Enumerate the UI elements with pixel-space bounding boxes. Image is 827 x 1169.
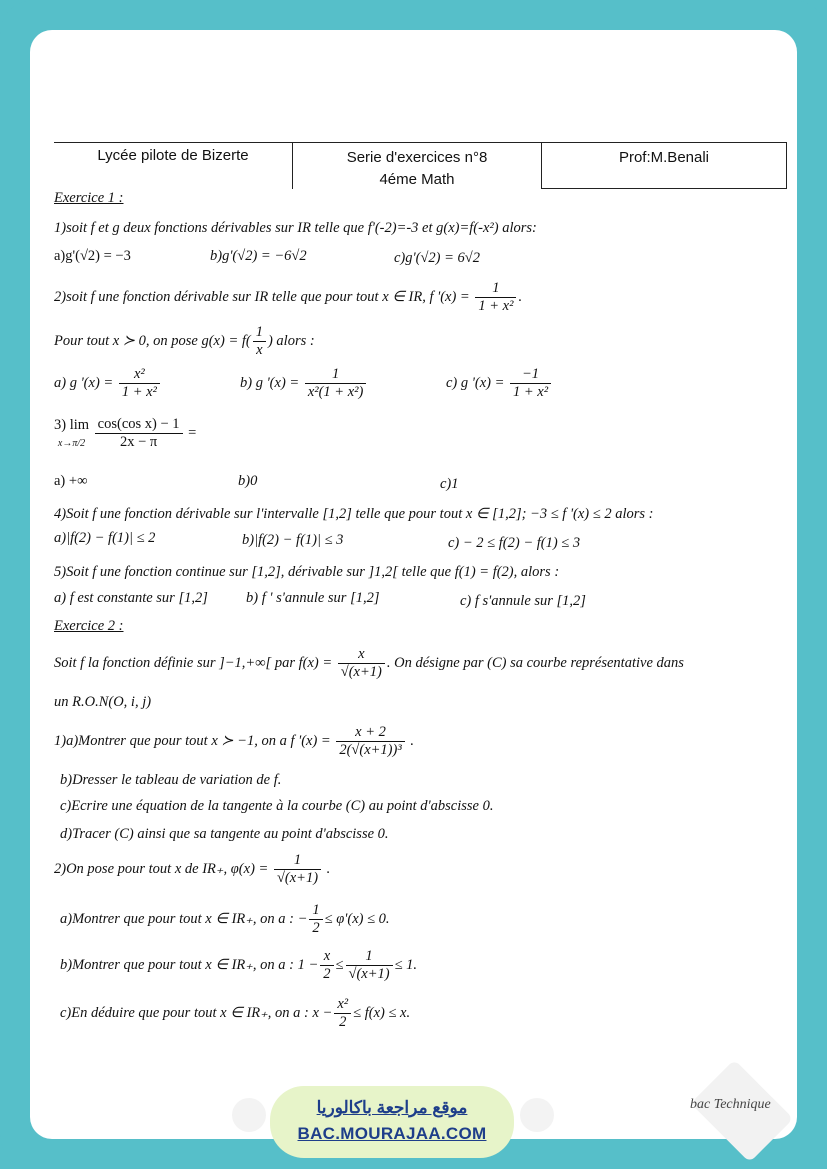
p2b-den: 2 [323,966,331,982]
q2-end: . [518,288,523,305]
q2b-opt-den: x²(1 + x²) [307,384,364,400]
p2-end: . [326,860,331,877]
q2c-fraction [510,366,551,401]
ex2-part-2c [60,996,410,1031]
bac-technique-label: bac Technique [690,1097,771,1112]
ex2-part-1b: b)Dresser le tableau de variation de f. [60,772,282,788]
intro-text: Soit f la fonction définie sur ]−1,+∞[ par f(x) = [54,654,333,671]
p1a-fraction [336,724,404,759]
ex2-part-2 [54,852,330,887]
document-page [30,30,797,1139]
ex1-q5-option-b: b) f ' s'annule sur [1,2] [246,590,380,606]
ex1-q4-option-b: b)|f(2) − f(1)| ≤ 3 [242,532,344,548]
q3-limit [54,417,89,451]
ex1-q3-option-c: c)1 [440,476,459,492]
q3-num: cos(cos x) − 1 [95,416,183,434]
q2b-den: x [256,342,263,358]
p2b-fraction-1 [320,948,333,983]
intro-num: x [338,646,385,664]
footer-arabic-title: موقع مراجعة باكالوريا [316,1098,468,1117]
q3-end: = [188,424,197,441]
p2a-den: 2 [312,920,320,936]
p1a-text: 1)a)Montrer que pour tout x ≻ −1, on a f '(x) = [54,732,331,749]
q2-num: 1 [475,280,516,298]
q2b-opt-fraction [305,366,367,401]
intro-den: √(x+1) [340,664,382,680]
ex1-q4-option-a: a)|f(2) − f(1)| ≤ 2 [54,530,156,546]
p1a-den: 2(√(x+1))³ [339,742,402,758]
p2b-end: ≤ 1. [394,956,418,973]
p2c-num: x² [334,996,351,1014]
q2b-fraction [253,324,266,359]
ex2-intro [54,646,684,681]
q2c-text: c) g '(x) = [446,374,505,391]
q3-sub: x→π/2 [57,437,86,449]
school-name: Lycée pilote de Bizerte [54,143,293,189]
ex1-question-2b [54,324,315,359]
q2a-text: a) g '(x) = [54,374,114,391]
ex2-intro-2: un R.O.N(O, i, j) [54,694,152,710]
footer-badge[interactable] [270,1086,514,1158]
p2c-end: ≤ f(x) ≤ x. [353,1004,411,1021]
ex1-q5-option-c: c) f s'annule sur [1,2] [460,593,586,609]
p2b-fraction-2 [346,948,393,983]
ex2-part-1d: d)Tracer (C) ainsi que sa tangente au point d'abscisse 0. [60,826,389,842]
ex1-question-4: 4)Soit f une fonction dérivable sur l'intervalle [1,2] telle que pour tout x ∈ [1,2]; −3 ≤ f '(x) ≤ 2 alors : [54,506,654,522]
ex1-q3-option-a: a) +∞ [54,473,88,489]
p2c-fraction [334,996,351,1031]
q2c-den: 1 + x² [513,384,549,400]
p2b-text: b)Montrer que pour tout x ∈ IR₊, on a : 1 − [60,956,319,973]
q2-den: 1 + x² [478,298,514,314]
p2b-mid: ≤ [335,956,344,973]
p2a-text: a)Montrer que pour tout x ∈ IR₊, on a : − [60,910,308,927]
p2c-den: 2 [339,1014,347,1030]
ex1-q3-option-b: b)0 [238,473,258,489]
ex1-q1-option-b: b)g'(√2) = −6√2 [210,248,307,264]
ex2-part-1a [54,724,414,759]
series-number: Serie d'exercices n°8 [346,149,488,166]
series-title [293,143,542,189]
q2-text: 2)soit f une fonction dérivable sur IR telle que pour tout x ∈ IR, f '(x) = [54,288,470,305]
q2a-num: x² [119,366,160,384]
intro-end: . On désigne par (C) sa courbe représentative dans [386,654,684,671]
intro-fraction [338,646,385,681]
q2-fraction [475,280,516,315]
ex1-question-5: 5)Soit f une fonction continue sur [1,2], dérivable sur ]1,2[ telle que f(1) = f(2), alors : [54,564,560,580]
footer-url-link[interactable]: BAC.MOURAJAA.COM [297,1124,487,1143]
q2a-fraction [119,366,160,401]
class-name: 4éme Math [379,171,455,188]
p2a-fraction [309,902,322,937]
p1a-num: x + 2 [336,724,404,742]
ex1-question-1: 1)soit f et g deux fonctions dérivables sur IR telle que f'(-2)=-3 et g(x)=f(-x²) alors: [54,220,537,236]
p1a-end: . [410,732,414,749]
p2b-num2: 1 [346,948,393,966]
ex1-q1-option-a: a)g'(√2) = −3 [54,248,131,264]
ex2-part-2a [60,902,390,937]
left-logo-icon [232,1098,266,1132]
p2b-num: x [320,948,333,966]
ex1-q5-option-a: a) f est constante sur [1,2] [54,590,208,606]
p2c-text: c)En déduire que pour tout x ∈ IR₊, on a : x − [60,1004,333,1021]
ex1-question-2 [54,280,522,315]
q3-fraction [95,416,183,451]
exercise-2-title: Exercice 2 : [54,618,124,634]
exercise-1-title: Exercice 1 : [54,190,124,206]
p2-text: 2)On pose pour tout x de IR₊, φ(x) = [54,860,269,877]
ex1-q1-option-c: c)g'(√2) = 6√2 [394,250,480,266]
q2b-num: 1 [253,324,266,342]
p2a-num: 1 [309,902,322,920]
q2b-end: ) alors : [267,332,315,349]
ex1-q4-option-c: c) − 2 ≤ f(2) − f(1) ≤ 3 [448,535,581,551]
ex1-question-3 [54,416,196,451]
ex1-q2-option-c [446,366,553,401]
q2b-opt-text: b) g '(x) = [240,374,300,391]
q2b-text: Pour tout x ≻ 0, on pose g(x) = f( [54,332,251,349]
p2-fraction [274,852,321,887]
teacher-name: Prof:M.Benali [542,143,787,189]
q3-den: 2x − π [119,434,158,450]
p2-den: √(x+1) [276,870,319,886]
q2c-num: −1 [510,366,551,384]
ex1-q2-option-b [240,366,368,401]
q2b-opt-num: 1 [305,366,367,384]
ex2-part-1c: c)Ecrire une équation de la tangente à la courbe (C) au point d'abscisse 0. [60,798,494,814]
ex1-q2-option-a [54,366,162,401]
p2a-end: ≤ φ'(x) ≤ 0. [324,910,390,927]
q3-lim: 3) lim [54,416,90,433]
header-table [54,142,787,189]
right-logo-icon [520,1098,554,1132]
q2a-den: 1 + x² [121,384,157,400]
ex2-part-2b [60,948,417,983]
p2-num: 1 [274,852,321,870]
p2b-den2: √(x+1) [348,966,390,982]
